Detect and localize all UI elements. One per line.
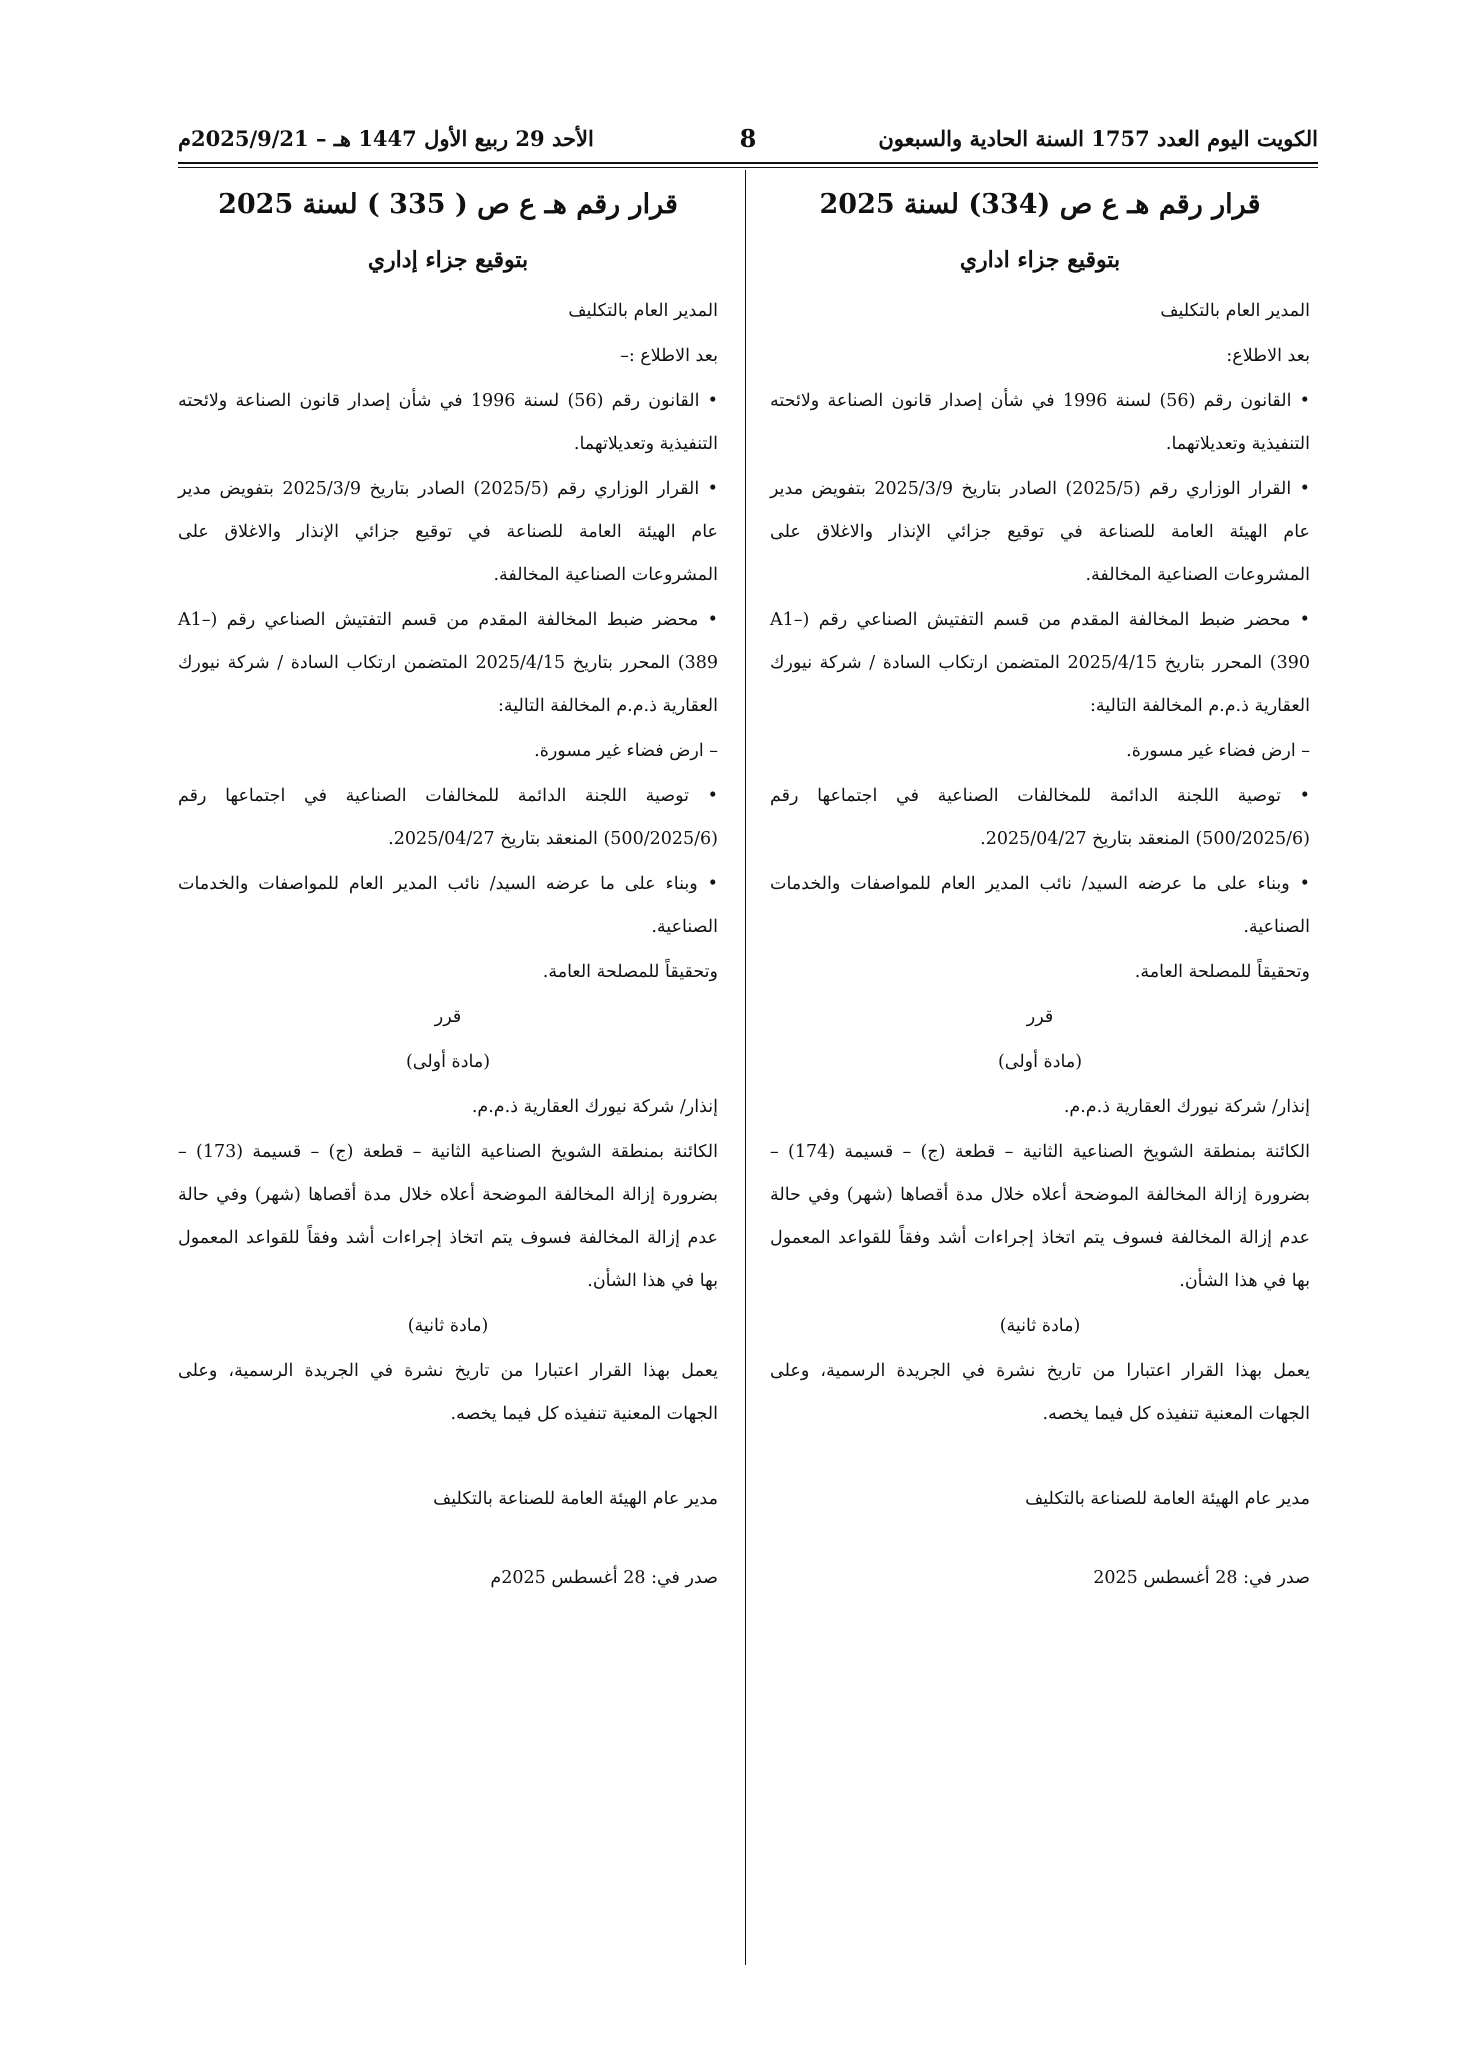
- preamble-item-deputy: • وبناء على ما عرضه السيد/ نائب المدير العام للمواصفات والخدمات الصناعية.: [178, 874, 718, 937]
- preamble-item-ministerial-decision: • القرار الوزاري رقم (2025/5) الصادر بتاريخ 2025/3/9 بتفويض مدير عام الهيئة العامة للصناعة في توقيع جزائي الإنذار والاغلاق على المشروعات الصناعية المخالفة.: [178, 479, 718, 585]
- public-interest-line: وتحقيقاً للمصلحة العامة.: [1134, 962, 1310, 982]
- issued-date: صدر في: 28 أغسطس 2025م: [490, 1568, 718, 1588]
- signature-line: مدير عام الهيئة العامة للصناعة بالتكليف: [1025, 1489, 1310, 1509]
- after-review-line: بعد الاطلاع:: [1226, 346, 1310, 366]
- location-text: الكائنة بمنطقة الشويخ الصناعية الثانية – قطعة (ج) – قسيمة (174) – بضرورة إزالة المخالفة الموضحة أعلاه خلال مدة أقصاها (شهر) وفي حالة عدم إزالة المخالفة فسوف يتم اتخاذ إجراءات أشد وفقاً للقواعد المعمول بها في هذا الشأن.: [770, 1142, 1311, 1291]
- effect-text: يعمل بهذا القرار اعتبارا من تاريخ نشرة في الجريدة الرسمية، وعلى الجهات المعنية تنفيذه كل فيما يخصه.: [770, 1361, 1310, 1424]
- public-interest-line: وتحقيقاً للمصلحة العامة.: [542, 962, 718, 982]
- header-rule-thin: [178, 167, 1318, 168]
- article-2-heading: (مادة ثانية): [999, 1316, 1081, 1336]
- article-2-heading: (مادة ثانية): [407, 1316, 489, 1336]
- preamble-item-law: • القانون رقم (56) لسنة 1996 في شأن إصدار قانون الصناعة ولائحته التنفيذية وتعديلاتهما.: [178, 391, 718, 454]
- location-text: الكائنة بمنطقة الشويخ الصناعية الثانية – قطعة (ج) – قسيمة (173) – بضرورة إزالة المخالفة الموضحة أعلاه خلال مدة أقصاها (شهر) وفي حالة عدم إزالة المخالفة فسوف يتم اتخاذ إجراءات أشد وفقاً للقواعد المعمول بها في هذا الشأن.: [178, 1142, 719, 1291]
- decision-335-column: [178, 182, 718, 1602]
- violation-description: – ارض فضاء غير مسورة.: [1126, 741, 1310, 761]
- decision-subtitle: بتوقيع جزاء إداري: [367, 247, 529, 273]
- director-line: المدير العام بالتكليف: [568, 301, 718, 321]
- warning-line: إنذار/ شركة نيورك العقارية ذ.م.م.: [471, 1097, 718, 1117]
- violation-description: – ارض فضاء غير مسورة.: [534, 741, 718, 761]
- decided-heading: قرر: [1026, 1007, 1054, 1027]
- header-rule-thick: [178, 162, 1318, 164]
- effect-text: يعمل بهذا القرار اعتبارا من تاريخ نشرة في الجريدة الرسمية، وعلى الجهات المعنية تنفيذه كل فيما يخصه.: [178, 1361, 718, 1424]
- column-divider: [745, 170, 746, 1965]
- header-issue-info: الكويت اليوم العدد 1757 السنة الحادية والسبعون: [878, 126, 1318, 151]
- preamble-item-committee: • توصية اللجنة الدائمة للمخالفات الصناعية في اجتماعها رقم (500/2025/6) المنعقد بتاريخ 2025/04/27.: [770, 786, 1310, 849]
- page-header: [178, 118, 1318, 160]
- preamble-item-law: • القانون رقم (56) لسنة 1996 في شأن إصدار قانون الصناعة ولائحته التنفيذية وتعديلاتهما.: [770, 391, 1310, 454]
- preamble-item-deputy: • وبناء على ما عرضه السيد/ نائب المدير العام للمواصفات والخدمات الصناعية.: [770, 874, 1310, 937]
- header-date: الأحد 29 ربيع الأول 1447 هـ – 2025/9/21م: [178, 126, 594, 151]
- preamble-item-ministerial-decision: • القرار الوزاري رقم (2025/5) الصادر بتاريخ 2025/3/9 بتفويض مدير عام الهيئة العامة للصناعة في توقيع جزائي الإنذار والاغلاق على المشروعات الصناعية المخالفة.: [770, 479, 1310, 585]
- preamble-item-violation-report: • محضر ضبط المخالفة المقدم من قسم التفتيش الصناعي رقم (A1–390) المحرر بتاريخ 2025/4/15 المتضمن ارتكاب السادة / شركة نيورك العقارية ذ.م.م المخالفة التالية:: [770, 610, 1310, 716]
- issued-date: صدر في: 28 أغسطس 2025: [1093, 1568, 1310, 1588]
- page-number: 8: [739, 124, 757, 153]
- preamble-item-committee: • توصية اللجنة الدائمة للمخالفات الصناعية في اجتماعها رقم (500/2025/6) المنعقد بتاريخ 2025/04/27.: [178, 786, 718, 849]
- decision-subtitle: بتوقيع جزاء اداري: [959, 247, 1121, 273]
- signature-line: مدير عام الهيئة العامة للصناعة بالتكليف: [433, 1489, 718, 1509]
- warning-line: إنذار/ شركة نيورك العقارية ذ.م.م.: [1063, 1097, 1310, 1117]
- preamble-item-violation-report: • محضر ضبط المخالفة المقدم من قسم التفتيش الصناعي رقم (A1–389) المحرر بتاريخ 2025/4/15 المتضمن ارتكاب السادة / شركة نيورك العقارية ذ.م.م المخالفة التالية:: [178, 610, 718, 716]
- article-1-heading: (مادة أولى): [997, 1052, 1083, 1072]
- director-line: المدير العام بالتكليف: [1160, 301, 1310, 321]
- decided-heading: قرر: [434, 1007, 462, 1027]
- article-1-heading: (مادة أولى): [405, 1052, 491, 1072]
- after-review-line: بعد الاطلاع :–: [620, 346, 718, 366]
- decision-title: قرار رقم هـ ع ص ( 335 ) لسنة 2025: [218, 189, 678, 220]
- decision-title: قرار رقم هـ ع ص (334) لسنة 2025: [819, 189, 1261, 220]
- decision-334-column: [770, 182, 1310, 1602]
